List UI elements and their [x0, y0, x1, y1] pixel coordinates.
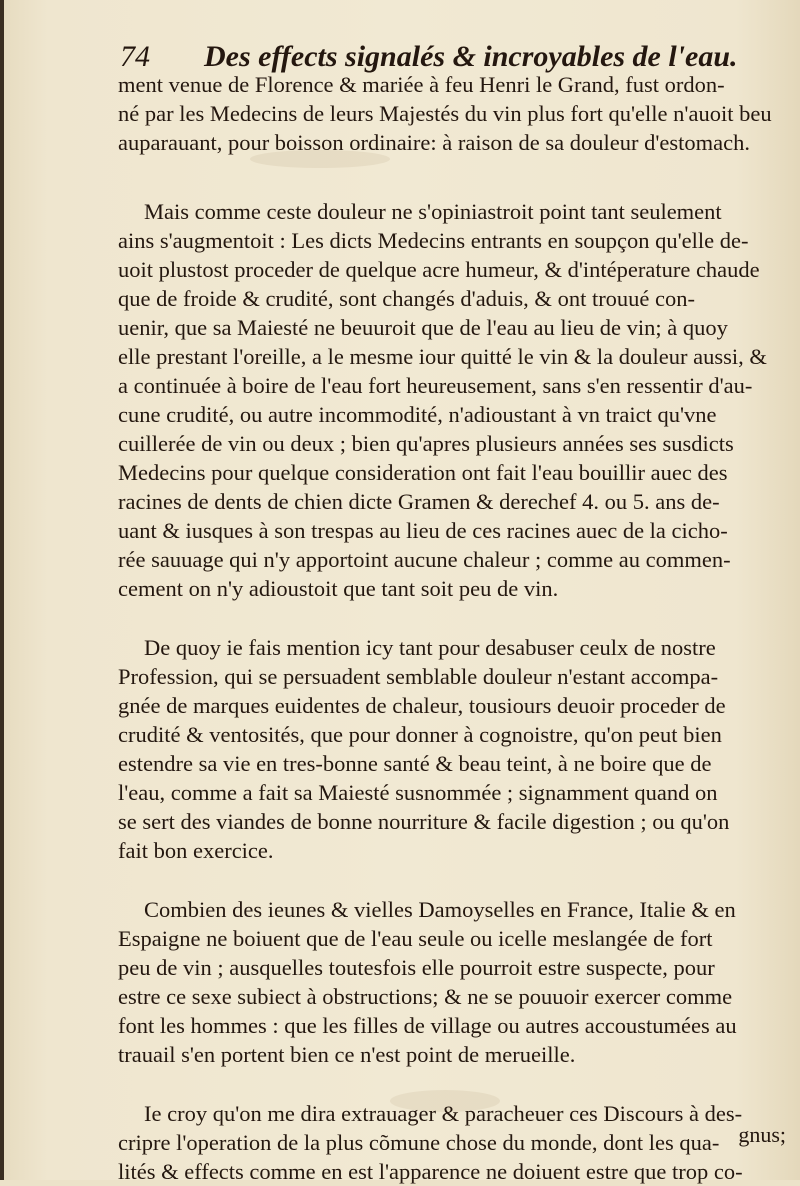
text-line: estre ce sexe subiect à obstructions; & ne se pouuoir exercer comme	[118, 984, 733, 1009]
text-line: né par les Medecins de leurs Majestés du vin plus fort qu'elle n'auoit beu	[118, 101, 772, 126]
text-line: uant & iusques à son trespas au lieu de ces racines auec de la cicho-	[118, 518, 728, 543]
catchword: gnus;	[738, 1122, 786, 1147]
text-line: rée sauuage qui n'y apportoint aucune chaleur ; comme au commen-	[118, 547, 731, 572]
text-line: Mais comme ceste douleur ne s'opiniastroit point tant seulement	[144, 199, 722, 224]
text-line: lités & effects comme en est l'apparence ne doiuent estre que trop co-	[118, 1159, 743, 1184]
paragraph	[118, 1099, 790, 1186]
text-line: trauail s'en portent bien ce n'est point de merueille.	[118, 1042, 576, 1067]
page-number: 74	[120, 40, 150, 73]
text-line: cripre l'operation de la plus cõmune chose du monde, dont les qua-	[118, 1130, 720, 1155]
text-line: De quoy ie fais mention icy tant pour desabuser ceulx de nostre	[144, 635, 716, 660]
text-line: cuillerée de vin ou deux ; bien qu'apres plusieurs années ses susdicts	[118, 431, 734, 456]
text-line: elle prestant l'oreille, a le mesme iour quitté le vin & la douleur aussi, &	[118, 344, 767, 369]
text-line: cune crudité, ou autre incommodité, n'adioustant à vn traict qu'vne	[118, 402, 717, 427]
paragraph	[118, 633, 790, 865]
text-line: ains s'augmentoit : Les dicts Medecins entrants en soupçon qu'elle de-	[118, 228, 749, 253]
text-line: auparauant, pour boisson ordinaire: à raison de sa douleur d'estomach.	[118, 130, 750, 155]
body-text	[118, 70, 790, 1186]
text-line: Medecins pour quelque consideration ont fait l'eau bouillir auec des	[118, 460, 728, 485]
page-binding-edge	[0, 0, 4, 1180]
text-line: l'eau, comme a fait sa Maiesté susnommée ; signamment quand on	[118, 780, 718, 805]
text-line: racines de dents de chien dicte Gramen & derechef 4. ou 5. ans de-	[118, 489, 720, 514]
text-line: crudité & ventosités, que pour donner à cognoistre, qu'on peut bien	[118, 722, 722, 747]
running-title: Des effects signalés & incroyables de l'eau.	[204, 40, 738, 73]
text-line: estendre sa vie en tres-bonne santé & beau teint, à ne boire que de	[118, 751, 712, 776]
paragraph	[118, 895, 790, 1069]
text-line: cement on n'y adioustoit que tant soit peu de vin.	[118, 576, 559, 601]
text-line: Combien des ieunes & vielles Damoyselles en France, Italie & en	[144, 897, 736, 922]
text-line: que de froide & crudité, sont changés d'aduis, & ont trouué con-	[118, 286, 696, 311]
text-line: uoit plustost proceder de quelque acre humeur, & d'intéperature chaude	[118, 257, 760, 282]
text-line: Ie croy qu'on me dira extrauager & paracheuer ces Discours à des-	[144, 1101, 743, 1126]
text-line: font les hommes : que les filles de village ou autres accoustumées au	[118, 1013, 737, 1038]
text-line: se sert des viandes de bonne nourriture & facile digestion ; ou qu'on	[118, 809, 730, 834]
paragraph	[118, 70, 790, 157]
text-line: gnée de marques euidentes de chaleur, tousiours deuoir proceder de	[118, 693, 726, 718]
text-line: a continuée à boire de l'eau fort heureusement, sans s'en ressentir d'au-	[118, 373, 753, 398]
text-line: uenir, que sa Maiesté ne beuuroit que de l'eau au lieu de vin; à quoy	[118, 315, 728, 340]
text-line: peu de vin ; ausquelles toutesfois elle pourroit estre suspecte, pour	[118, 955, 715, 980]
text-line: Profession, qui se persuadent semblable douleur n'estant accompa-	[118, 664, 719, 689]
text-line: Espaigne ne boiuent que de l'eau seule ou icelle meslangée de fort	[118, 926, 713, 951]
text-line: ment venue de Florence & mariée à feu Henri le Grand, fust ordon-	[118, 72, 725, 97]
paragraph	[118, 197, 790, 603]
text-line: fait bon exercice.	[118, 838, 274, 863]
